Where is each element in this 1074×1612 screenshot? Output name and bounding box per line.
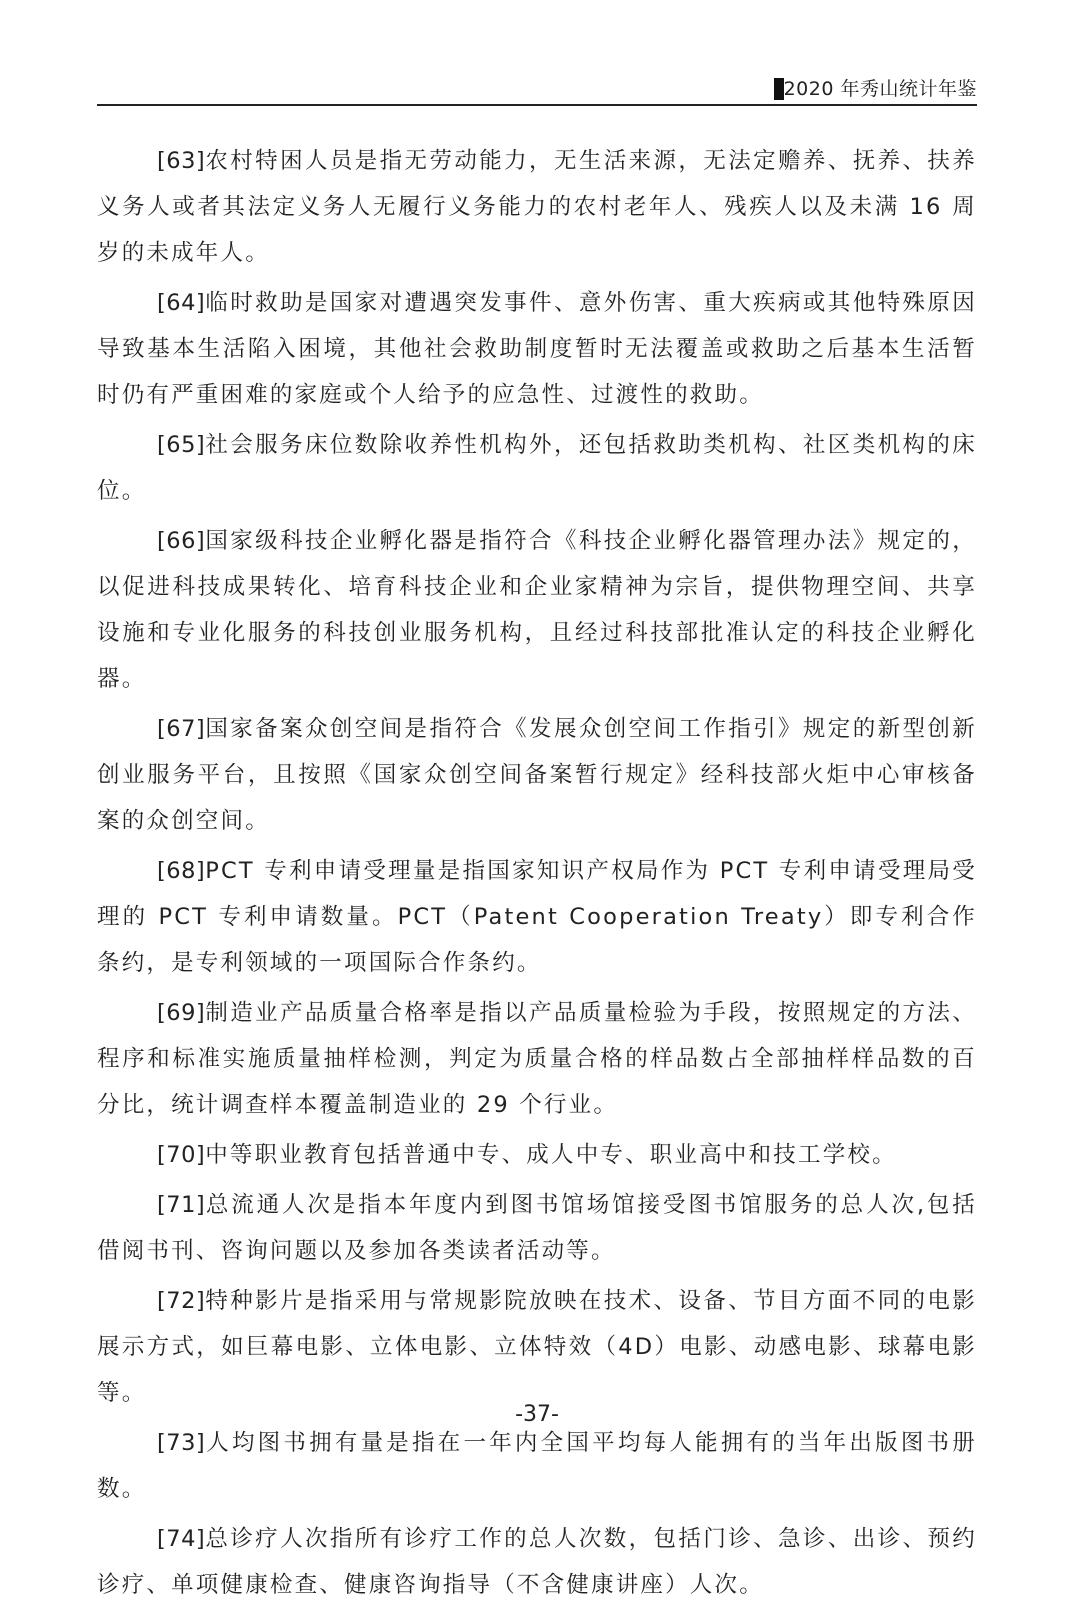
note-number: [70]	[157, 1142, 206, 1168]
note-text: 人均图书拥有量是指在一年内全国平均每人能拥有的当年出版图书册数。	[97, 1430, 977, 1502]
note-number: [74]	[157, 1526, 206, 1552]
note-number: [72]	[157, 1288, 206, 1314]
note-number: [71]	[157, 1192, 206, 1218]
paragraph-63	[97, 138, 977, 276]
note-number: [69]	[157, 1000, 206, 1026]
note-text: 国家级科技企业孵化器是指符合《科技企业孵化器管理办法》规定的，以促进科技成果转化、培育科技企业和企业家精神为宗旨，提供物理空间、共享设施和专业化服务的科技创业服务机构，且经过科技部批准认定的科技企业孵化器。	[97, 528, 977, 692]
paragraph-74	[97, 1516, 977, 1608]
paragraph-68	[97, 848, 977, 986]
paragraph-71	[97, 1182, 977, 1274]
paragraph-67	[97, 706, 977, 844]
note-number: [66]	[157, 528, 206, 554]
note-number: [73]	[157, 1430, 206, 1456]
note-number: [67]	[157, 716, 206, 742]
paragraph-65	[97, 422, 977, 514]
header-title: 2020 年秀山统计年鉴	[783, 78, 977, 100]
paragraph-66	[97, 518, 977, 702]
note-number: [63]	[157, 148, 206, 174]
note-number: [65]	[157, 432, 206, 458]
note-text: 总诊疗人次指所有诊疗工作的总人次数，包括门诊、急诊、出诊、预约诊疗、单项健康检查、健康咨询指导（不含健康讲座）人次。	[97, 1526, 977, 1598]
note-number: [68]	[157, 858, 206, 884]
page-number: -37-	[515, 1402, 559, 1427]
paragraph-69	[97, 990, 977, 1128]
paragraph-72	[97, 1278, 977, 1416]
paragraph-73	[97, 1420, 977, 1512]
note-text: 中等职业教育包括普通中专、成人中专、职业高中和技工学校。	[205, 1142, 897, 1168]
note-text: 制造业产品质量合格率是指以产品质量检验为手段，按照规定的方法、程序和标准实施质量抽样检测，判定为质量合格的样品数占全部抽样样品数的百分比，统计调查样本覆盖制造业的 29 个行业。	[97, 1000, 977, 1118]
note-number: [64]	[157, 290, 206, 316]
paragraph-70	[97, 1132, 977, 1178]
note-text: 社会服务床位数除收养性机构外，还包括救助类机构、社区类机构的床位。	[97, 432, 977, 504]
main-content	[97, 138, 977, 1612]
paragraph-64	[97, 280, 977, 418]
note-text: 临时救助是国家对遭遇突发事件、意外伤害、重大疾病或其他特殊原因导致基本生活陷入困境，其他社会救助制度暂时无法覆盖或救助之后基本生活暂时仍有严重困难的家庭或个人给予的应急性、过渡性的救助。	[97, 290, 977, 408]
note-text: 农村特困人员是指无劳动能力，无生活来源，无法定赡养、抚养、扶养义务人或者其法定义务人无履行义务能力的农村老年人、残疾人以及未满 16 周岁的未成年人。	[97, 148, 977, 266]
note-text: 总流通人次是指本年度内到图书馆场馆接受图书馆服务的总人次,包括借阅书刊、咨询问题以及参加各类读者活动等。	[97, 1192, 977, 1264]
note-text: 特种影片是指采用与常规影院放映在技术、设备、节目方面不同的电影展示方式，如巨幕电影、立体电影、立体特效（4D）电影、动感电影、球幕电影等。	[97, 1288, 977, 1406]
page-header	[97, 70, 977, 106]
header-marker-bar	[774, 78, 784, 100]
note-text: PCT 专利申请受理量是指国家知识产权局作为 PCT 专利申请受理局受理的 PCT 专利申请数量。PCT（Patent Cooperation Treaty）即专利合作条约，是专利领域的一项国际合作条约。	[97, 858, 977, 976]
note-text: 国家备案众创空间是指符合《发展众创空间工作指引》规定的新型创新创业服务平台，且按照《国家众创空间备案暂行规定》经科技部火炬中心审核备案的众创空间。	[97, 716, 977, 834]
